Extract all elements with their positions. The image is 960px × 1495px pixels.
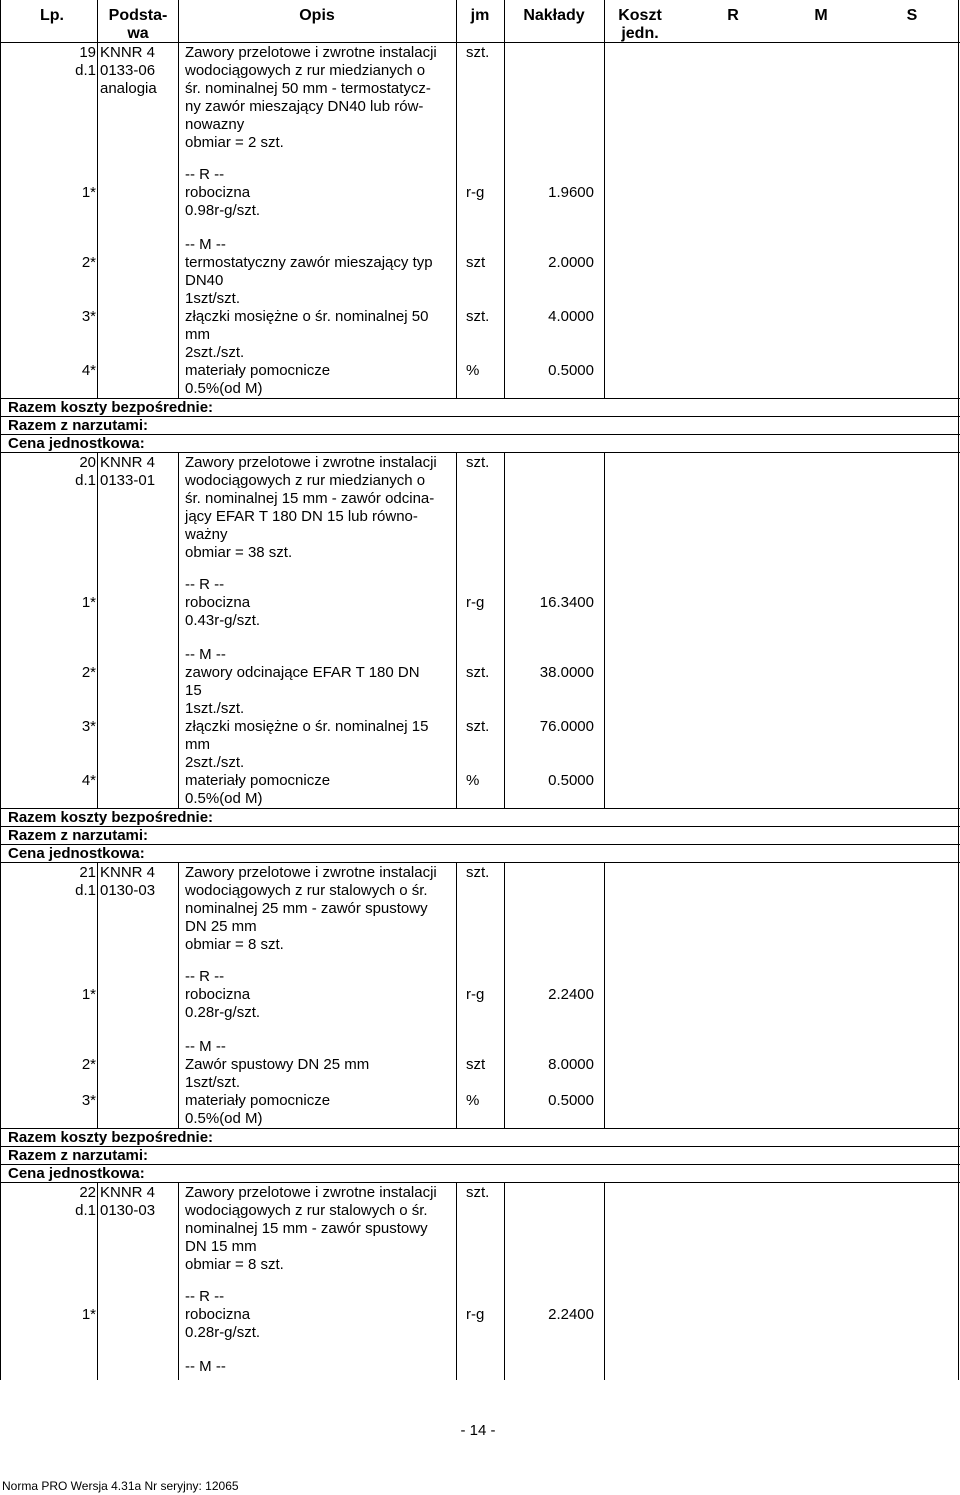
position-unit: szt. — [466, 44, 490, 61]
item-unit: % — [466, 772, 480, 789]
header-rule — [0, 42, 960, 43]
position-basis: 0133-06 — [100, 62, 156, 79]
header-divider — [178, 0, 179, 42]
item-number: 1* — [81, 184, 96, 201]
column-divider — [604, 42, 605, 398]
item-description: materiały pomocnicze — [185, 1092, 331, 1109]
column-divider — [178, 862, 179, 1128]
item-description: mm — [185, 326, 210, 343]
item-quantity: 1.9600 — [548, 184, 594, 201]
item-description: materiały pomocnicze — [185, 772, 331, 789]
software-footer: Norma PRO Wersja 4.31a Nr seryjny: 12065 — [2, 1479, 239, 1493]
column-divider — [604, 452, 605, 808]
item-description: 1szt/szt. — [185, 290, 241, 307]
position-description: wodociągowych z rur miedzianych o — [185, 62, 426, 79]
column-divider — [178, 452, 179, 808]
position-basis: 0133-01 — [100, 472, 156, 489]
item-description: 15 — [185, 682, 202, 699]
column-divider — [97, 452, 98, 808]
item-description: 0.43r-g/szt. — [185, 612, 261, 629]
summary-unit_price: Cena jednostkowa: — [8, 1165, 145, 1182]
item-quantity: 76.0000 — [539, 718, 594, 735]
position-description: wodociągowych z rur miedzianych o — [185, 472, 426, 489]
item-unit: r-g — [466, 1306, 485, 1323]
item-description: zawory odcinające EFAR T 180 DN — [185, 664, 420, 681]
item-number: 2* — [81, 1056, 96, 1073]
column-divider — [604, 1182, 605, 1380]
item-description: robocizna — [185, 986, 251, 1003]
column-divider — [504, 1182, 505, 1380]
position-description: Zawory przelotowe i zwrotne instalacji — [185, 864, 437, 881]
summary-direct: Razem koszty bezpośrednie: — [8, 809, 214, 826]
position-description: ny zawór mieszający DN40 lub rów- — [185, 98, 424, 115]
cost-group-label: -- R -- — [185, 968, 225, 985]
position-basis: KNNR 4 — [100, 454, 156, 471]
item-quantity: 2.0000 — [548, 254, 594, 271]
position-sub: d.1 — [75, 1202, 96, 1219]
column-divider — [97, 1182, 98, 1380]
header-divider — [604, 0, 605, 42]
cost-group-label: -- M -- — [185, 1358, 226, 1375]
item-description: 0.5%(od M) — [185, 790, 263, 807]
position-description: Zawory przelotowe i zwrotne instalacji — [185, 1184, 437, 1201]
summary-unit_price: Cena jednostkowa: — [8, 435, 145, 452]
item-quantity: 16.3400 — [539, 594, 594, 611]
item-quantity: 0.5000 — [548, 772, 594, 789]
table-border-left — [0, 0, 1, 1380]
position-description: obmiar = 38 szt. — [185, 544, 293, 561]
item-number: 1* — [81, 594, 96, 611]
header-divider — [504, 0, 505, 42]
position-sub: d.1 — [75, 882, 96, 899]
header-podstawa: wa — [127, 25, 149, 42]
item-quantity: 0.5000 — [548, 1092, 594, 1109]
table-border-right — [958, 0, 959, 1380]
position-basis: KNNR 4 — [100, 44, 156, 61]
header-podstawa: Podsta- — [108, 7, 168, 24]
column-divider — [604, 862, 605, 1128]
position-description: DN 25 mm — [185, 918, 257, 935]
item-number: 2* — [81, 254, 96, 271]
cost-group-label: -- M -- — [185, 236, 226, 253]
item-number: 4* — [81, 362, 96, 379]
column-divider — [178, 42, 179, 398]
item-number: 3* — [81, 718, 96, 735]
position-basis: 0130-03 — [100, 882, 156, 899]
item-description: 0.5%(od M) — [185, 380, 263, 397]
header-jm: jm — [470, 7, 490, 24]
position-number: 22 — [79, 1184, 96, 1201]
column-divider — [504, 42, 505, 398]
column-divider — [456, 42, 457, 398]
item-unit: % — [466, 362, 480, 379]
item-unit: szt. — [466, 664, 490, 681]
position-basis: 0130-03 — [100, 1202, 156, 1219]
item-number: 2* — [81, 664, 96, 681]
summary-markups: Razem z narzutami: — [8, 1147, 149, 1164]
summary-markups: Razem z narzutami: — [8, 827, 149, 844]
item-unit: % — [466, 1092, 480, 1109]
summary-rule — [0, 1182, 960, 1183]
position-unit: szt. — [466, 454, 490, 471]
item-description: 2szt./szt. — [185, 754, 245, 771]
item-description: termostatyczny zawór mieszający typ — [185, 254, 433, 271]
item-description: 2szt./szt. — [185, 344, 245, 361]
item-description: 0.98r-g/szt. — [185, 202, 261, 219]
column-divider — [178, 1182, 179, 1380]
item-description: mm — [185, 736, 210, 753]
item-unit: r-g — [466, 594, 485, 611]
cost-group-label: -- R -- — [185, 166, 225, 183]
position-basis: KNNR 4 — [100, 864, 156, 881]
position-description: nominalnej 25 mm - zawór spustowy — [185, 900, 428, 917]
position-number: 19 — [79, 44, 96, 61]
position-description: obmiar = 8 szt. — [185, 1256, 284, 1273]
cost-group-label: -- R -- — [185, 1288, 225, 1305]
column-divider — [97, 42, 98, 398]
item-description: 1szt/szt. — [185, 1074, 241, 1091]
position-description: śr. nominalnej 50 mm - termostatycz- — [185, 80, 431, 97]
position-description: DN 15 mm — [185, 1238, 257, 1255]
item-description: 0.28r-g/szt. — [185, 1004, 261, 1021]
item-description: materiały pomocnicze — [185, 362, 331, 379]
position-description: nominalnej 15 mm - zawór spustowy — [185, 1220, 428, 1237]
header-r: R — [727, 7, 739, 24]
position-description: nowazny — [185, 116, 245, 133]
column-divider — [456, 862, 457, 1128]
item-description: robocizna — [185, 594, 251, 611]
position-basis: analogia — [100, 80, 157, 97]
item-description: 1szt./szt. — [185, 700, 245, 717]
position-unit: szt. — [466, 864, 490, 881]
item-description: Zawór spustowy DN 25 mm — [185, 1056, 370, 1073]
header-koszt: Koszt — [618, 7, 662, 24]
summary-rule — [0, 452, 960, 453]
item-description: 0.28r-g/szt. — [185, 1324, 261, 1341]
header-koszt: jedn. — [621, 25, 659, 42]
item-number: 4* — [81, 772, 96, 789]
header-divider — [97, 0, 98, 42]
item-quantity: 8.0000 — [548, 1056, 594, 1073]
position-description: jący EFAR T 180 DN 15 lub równo- — [185, 508, 418, 525]
column-divider — [504, 452, 505, 808]
item-description: złączki mosiężne o śr. nominalnej 15 — [185, 718, 429, 735]
header-lp: Lp. — [40, 7, 64, 24]
item-description: złączki mosiężne o śr. nominalnej 50 — [185, 308, 429, 325]
position-description: obmiar = 8 szt. — [185, 936, 284, 953]
column-divider — [456, 452, 457, 808]
item-unit: r-g — [466, 986, 485, 1003]
position-description: wodociągowych z rur stalowych o śr. — [185, 1202, 428, 1219]
item-quantity: 2.2400 — [548, 1306, 594, 1323]
item-description: robocizna — [185, 1306, 251, 1323]
item-description: DN40 — [185, 272, 224, 289]
column-divider — [456, 1182, 457, 1380]
cost-group-label: -- M -- — [185, 1038, 226, 1055]
position-number: 21 — [79, 864, 96, 881]
item-unit: r-g — [466, 184, 485, 201]
item-description: 0.5%(od M) — [185, 1110, 263, 1127]
item-quantity: 2.2400 — [548, 986, 594, 1003]
position-sub: d.1 — [75, 62, 96, 79]
summary-unit_price: Cena jednostkowa: — [8, 845, 145, 862]
position-description: Zawory przelotowe i zwrotne instalacji — [185, 44, 437, 61]
position-sub: d.1 — [75, 472, 96, 489]
header-s: S — [906, 7, 918, 24]
column-divider — [504, 862, 505, 1128]
summary-direct: Razem koszty bezpośrednie: — [8, 399, 214, 416]
summary-markups: Razem z narzutami: — [8, 417, 149, 434]
item-description: robocizna — [185, 184, 251, 201]
position-description: wodociągowych z rur stalowych o śr. — [185, 882, 428, 899]
summary-direct: Razem koszty bezpośrednie: — [8, 1129, 214, 1146]
item-quantity: 0.5000 — [548, 362, 594, 379]
summary-rule — [0, 862, 960, 863]
position-description: śr. nominalnej 15 mm - zawór odcina- — [185, 490, 435, 507]
item-quantity: 4.0000 — [548, 308, 594, 325]
header-m: M — [814, 7, 828, 24]
cost-group-label: -- R -- — [185, 576, 225, 593]
item-unit: szt — [466, 254, 486, 271]
position-unit: szt. — [466, 1184, 490, 1201]
header-naklady: Nakłady — [523, 7, 585, 24]
header-divider — [456, 0, 457, 42]
page-number: - 14 - — [460, 1422, 496, 1439]
position-description: ważny — [185, 526, 228, 543]
position-description: Zawory przelotowe i zwrotne instalacji — [185, 454, 437, 471]
item-unit: szt. — [466, 308, 490, 325]
item-number: 1* — [81, 986, 96, 1003]
item-number: 1* — [81, 1306, 96, 1323]
item-unit: szt — [466, 1056, 486, 1073]
position-number: 20 — [79, 454, 96, 471]
column-divider — [97, 862, 98, 1128]
cost-group-label: -- M -- — [185, 646, 226, 663]
position-description: obmiar = 2 szt. — [185, 134, 284, 151]
item-unit: szt. — [466, 718, 490, 735]
position-basis: KNNR 4 — [100, 1184, 156, 1201]
item-number: 3* — [81, 308, 96, 325]
item-number: 3* — [81, 1092, 96, 1109]
header-opis: Opis — [299, 7, 335, 24]
item-quantity: 38.0000 — [539, 664, 594, 681]
